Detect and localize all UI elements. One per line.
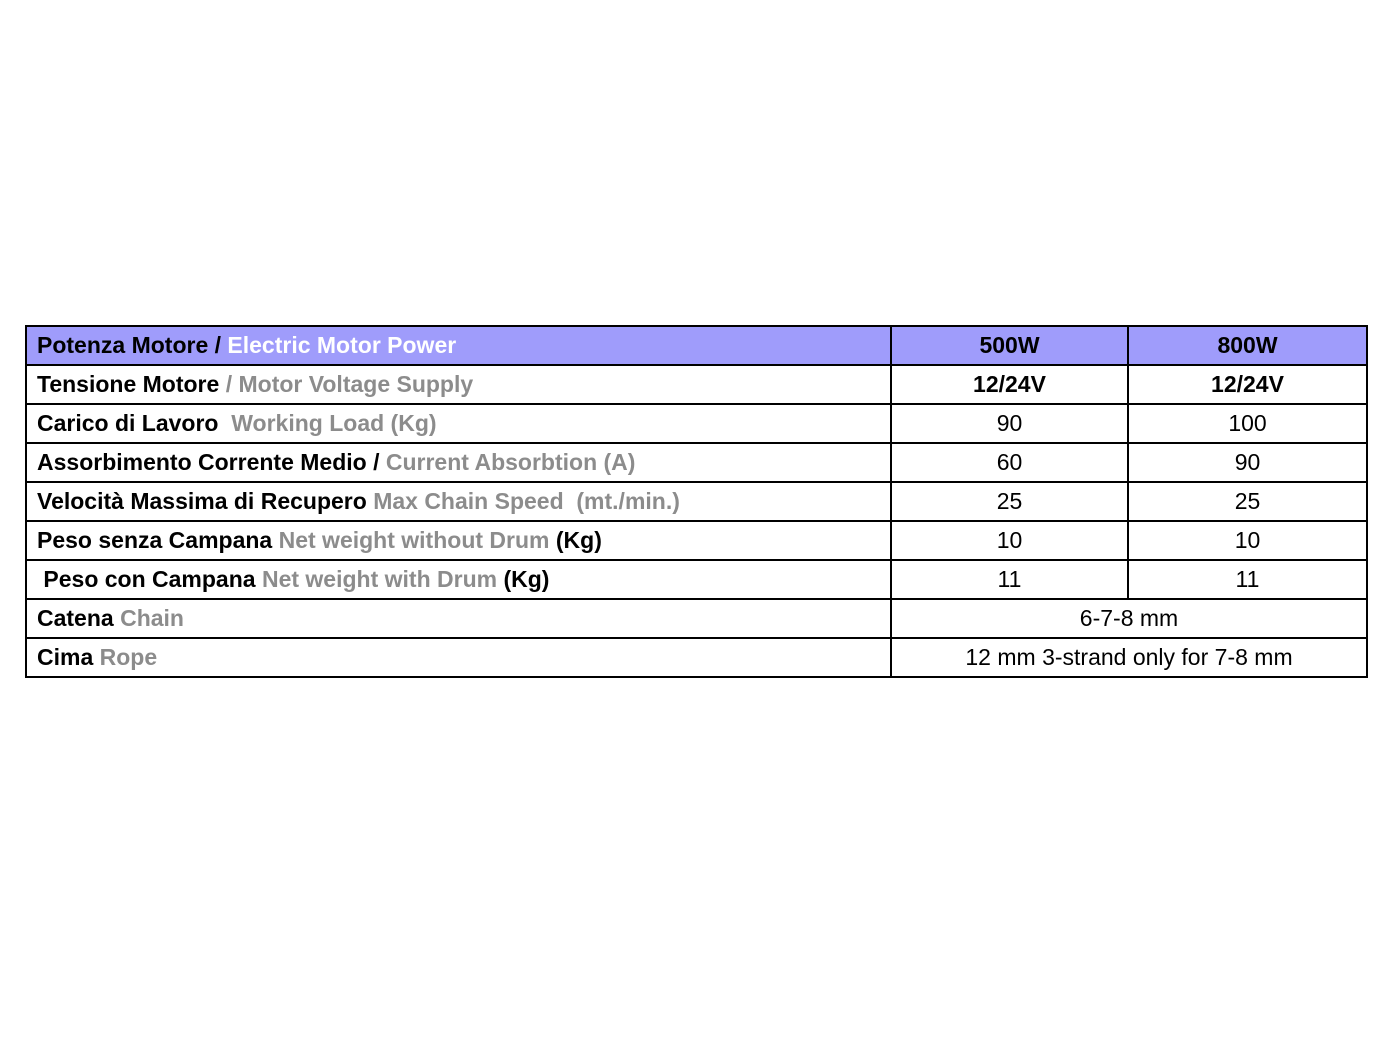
row-value-merged: 6-7-8 mm <box>891 599 1367 638</box>
row-label-en: Current Absorbtion (A) <box>385 449 636 475</box>
row-label-cell <box>26 521 891 560</box>
row-value-800w: 25 <box>1128 482 1367 521</box>
table-header-row <box>26 326 1367 365</box>
header-label-cell <box>26 326 891 365</box>
header-col-800w: 800W <box>1128 326 1367 365</box>
row-value-500w: 90 <box>891 404 1128 443</box>
row-label-cell <box>26 365 891 404</box>
row-label-cell <box>26 482 891 521</box>
row-value-800w: 10 <box>1128 521 1367 560</box>
table-row <box>26 365 1367 404</box>
table-row <box>26 443 1367 482</box>
table-row <box>26 638 1367 677</box>
header-label-en: Electric Motor Power <box>227 332 457 358</box>
row-label-it: Carico di Lavoro <box>37 410 219 436</box>
header-col-500w: 500W <box>891 326 1128 365</box>
row-label-en: Net weight without Drum <box>278 527 550 553</box>
row-value-500w: 10 <box>891 521 1128 560</box>
row-label-it: Peso con Campana <box>37 566 256 592</box>
table-row <box>26 482 1367 521</box>
row-label-en: Max Chain Speed (mt./min.) <box>373 488 680 514</box>
row-value-500w: 60 <box>891 443 1128 482</box>
row-value-800w: 11 <box>1128 560 1367 599</box>
table-row <box>26 560 1367 599</box>
row-label-en: Net weight with Drum <box>261 566 498 592</box>
row-value-800w: 90 <box>1128 443 1367 482</box>
row-label-en: Working Load (Kg) <box>231 410 437 436</box>
row-label-it: Tensione Motore <box>37 371 220 397</box>
row-label-cell <box>26 599 891 638</box>
row-label-en: / Motor Voltage Supply <box>225 371 474 397</box>
row-label-it: Catena <box>37 605 114 631</box>
spec-table <box>25 325 1368 678</box>
row-value-merged: 12 mm 3-strand only for 7-8 mm <box>891 638 1367 677</box>
row-label-en: Chain <box>120 605 184 631</box>
row-label-it: Peso senza Campana <box>37 527 273 553</box>
header-label-it: Potenza Motore / <box>37 332 222 358</box>
table-row <box>26 599 1367 638</box>
row-value-800w: 100 <box>1128 404 1367 443</box>
row-label-unit: (Kg) <box>503 566 550 592</box>
table-row <box>26 521 1367 560</box>
row-label-cell <box>26 404 891 443</box>
row-label-it: Velocità Massima di Recupero <box>37 488 367 514</box>
row-label-en: Rope <box>99 644 158 670</box>
row-label-it: Cima <box>37 644 94 670</box>
row-value-800w: 12/24V <box>1128 365 1367 404</box>
row-label-unit: (Kg) <box>555 527 602 553</box>
row-label-cell <box>26 443 891 482</box>
row-value-500w: 11 <box>891 560 1128 599</box>
row-label-cell <box>26 560 891 599</box>
row-label-it: Assorbimento Corrente Medio / <box>37 449 380 475</box>
row-label-cell <box>26 638 891 677</box>
row-value-500w: 25 <box>891 482 1128 521</box>
table-row <box>26 404 1367 443</box>
row-value-500w: 12/24V <box>891 365 1128 404</box>
